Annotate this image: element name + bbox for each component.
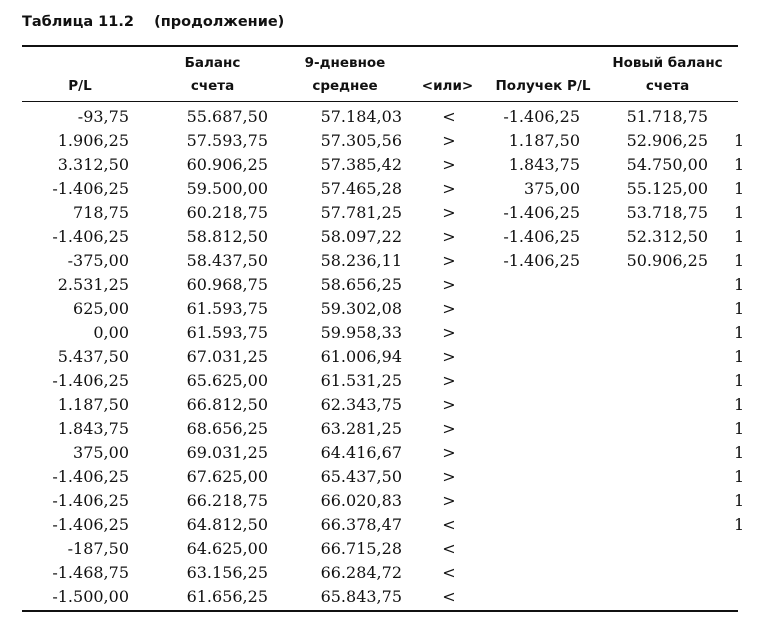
cell-received: 375,00 [524,179,580,198]
cell-cmp: > [442,347,456,366]
cell-new-balance: 52.312,50 [626,227,708,246]
cell-avg9: 57.781,25 [320,203,402,222]
cell-pl: -1.468,75 [52,563,129,582]
cell-pl: 1.843,75 [57,419,129,438]
table-row [22,321,761,345]
cell-extra: 1 [734,323,745,342]
header-avg9 [290,52,400,98]
cell-balance: 68.656,25 [186,419,268,438]
cell-extra: 1 [734,275,745,294]
header-pl [40,75,120,98]
header-received [488,75,598,98]
cell-new-balance: 54.750,00 [626,155,708,174]
header-new-balance-line2: счета [645,78,690,94]
top-rule [22,45,738,47]
header-rule [22,101,738,102]
bottom-rule [22,610,738,612]
cell-cmp: > [442,179,456,198]
header-cmp [410,75,485,98]
cell-new-balance: 50.906,25 [626,251,708,270]
cell-cmp: > [442,371,456,390]
cell-pl: 3.312,50 [57,155,129,174]
cell-new-balance: 52.906,25 [626,131,708,150]
cell-pl: 1.187,50 [57,395,129,414]
header-new-balance-line1: Новый баланс [612,55,723,71]
cell-avg9: 66.378,47 [320,515,402,534]
cell-extra: 1 [734,467,745,486]
cell-cmp: > [442,395,456,414]
table-row [22,369,761,393]
cell-balance: 61.593,75 [186,299,268,318]
table-row [22,297,761,321]
cell-avg9: 58.656,25 [320,275,402,294]
cell-cmp: < [442,515,456,534]
cell-avg9: 62.343,75 [320,395,402,414]
cell-pl: -187,50 [67,539,129,558]
cell-cmp: > [442,251,456,270]
cell-extra: 1 [734,155,745,174]
cell-cmp: > [442,467,456,486]
cell-new-balance: 53.718,75 [626,203,708,222]
cell-balance: 63.156,25 [186,563,268,582]
cell-new-balance: 55.125,00 [626,179,708,198]
cell-pl: 0,00 [93,323,129,342]
table-row [22,177,761,201]
cell-pl: -1.406,25 [52,491,129,510]
cell-balance: 60.906,25 [186,155,268,174]
cell-avg9: 61.531,25 [320,371,402,390]
cell-received: -1.406,25 [503,251,580,270]
cell-cmp: > [442,203,456,222]
header-received-line: Получек P/L [495,78,591,94]
cell-pl: -1.406,25 [52,371,129,390]
cell-received: 1.843,75 [508,155,580,174]
cell-cmp: > [442,299,456,318]
cell-avg9: 58.236,11 [320,251,402,270]
cell-extra: 1 [734,179,745,198]
cell-extra: 1 [734,227,745,246]
table-row [22,345,761,369]
cell-balance: 58.812,50 [186,227,268,246]
cell-extra: 1 [734,131,745,150]
table-row [22,417,761,441]
cell-avg9: 66.020,83 [320,491,402,510]
cell-balance: 61.656,25 [186,587,268,606]
cell-balance: 58.437,50 [186,251,268,270]
cell-pl: -1.500,00 [52,587,129,606]
header-cmp-line: <или> [421,78,474,94]
cell-extra: 1 [734,491,745,510]
table-row [22,393,761,417]
table-row [22,249,761,273]
cell-avg9: 63.281,25 [320,419,402,438]
cell-pl: 718,75 [73,203,129,222]
cell-cmp: > [442,275,456,294]
cell-avg9: 57.305,56 [320,131,402,150]
cell-extra: 1 [734,299,745,318]
cell-balance: 61.593,75 [186,323,268,342]
cell-pl: -1.406,25 [52,179,129,198]
cell-extra: 1 [734,251,745,270]
cell-balance: 69.031,25 [186,443,268,462]
cell-avg9: 61.006,94 [320,347,402,366]
cell-cmp: > [442,131,456,150]
cell-cmp: > [442,419,456,438]
table-row [22,201,761,225]
cell-extra: 1 [734,443,745,462]
cell-extra: 1 [734,515,745,534]
cell-pl: -1.406,25 [52,515,129,534]
table-row [22,465,761,489]
cell-pl: -1.406,25 [52,467,129,486]
cell-cmp: < [442,587,456,606]
cell-extra: 1 [734,347,745,366]
cell-avg9: 59.302,08 [320,299,402,318]
cell-cmp: > [442,443,456,462]
cell-cmp: > [442,491,456,510]
cell-received: -1.406,25 [503,107,580,126]
cell-received: -1.406,25 [503,227,580,246]
table-row [22,489,761,513]
table-row [22,537,761,561]
cell-avg9: 66.284,72 [320,563,402,582]
cell-pl: -1.406,25 [52,227,129,246]
cell-new-balance: 51.718,75 [626,107,708,126]
cell-received: 1.187,50 [508,131,580,150]
cell-avg9: 65.843,75 [320,587,402,606]
cell-balance: 59.500,00 [186,179,268,198]
cell-pl: 625,00 [73,299,129,318]
table-row [22,561,761,585]
cell-received: -1.406,25 [503,203,580,222]
cell-extra: 1 [734,371,745,390]
header-avg9-line1: 9-дневное [304,55,386,71]
table-row [22,441,761,465]
cell-cmp: > [442,155,456,174]
table-row [22,153,761,177]
cell-cmp: < [442,539,456,558]
header-avg9-line2: среднее [312,78,378,94]
table-row [22,273,761,297]
cell-avg9: 58.097,22 [320,227,402,246]
table-row [22,513,761,537]
cell-pl: -375,00 [67,251,129,270]
cell-balance: 64.625,00 [186,539,268,558]
cell-cmp: > [442,227,456,246]
cell-balance: 55.687,50 [186,107,268,126]
cell-balance: 67.031,25 [186,347,268,366]
cell-pl: 5.437,50 [57,347,129,366]
cell-avg9: 65.437,50 [320,467,402,486]
cell-avg9: 57.385,42 [320,155,402,174]
header-pl-line: P/L [68,78,92,94]
cell-balance: 60.218,75 [186,203,268,222]
header-balance [165,52,260,98]
cell-balance: 65.625,00 [186,371,268,390]
header-new-balance [605,52,730,98]
cell-balance: 60.968,75 [186,275,268,294]
cell-balance: 64.812,50 [186,515,268,534]
cell-avg9: 59.958,33 [320,323,402,342]
header-balance-line2: счета [190,78,235,94]
cell-avg9: 57.465,28 [320,179,402,198]
table-row [22,105,761,129]
cell-extra: 1 [734,419,745,438]
cell-cmp: < [442,563,456,582]
cell-extra: 1 [734,203,745,222]
cell-pl: -93,75 [77,107,129,126]
cell-cmp: > [442,323,456,342]
table-row [22,225,761,249]
cell-pl: 1.906,25 [57,131,129,150]
table-caption: Таблица 11.2 (продолжение) [22,14,285,30]
cell-pl: 375,00 [73,443,129,462]
cell-avg9: 66.715,28 [320,539,402,558]
cell-balance: 66.218,75 [186,491,268,510]
table-row [22,585,761,609]
cell-balance: 67.625,00 [186,467,268,486]
header-balance-line1: Баланс [184,55,241,71]
table-row [22,129,761,153]
cell-avg9: 57.184,03 [320,107,402,126]
cell-balance: 57.593,75 [186,131,268,150]
cell-cmp: < [442,107,456,126]
cell-balance: 66.812,50 [186,395,268,414]
table-body [22,105,761,609]
cell-extra: 1 [734,395,745,414]
cell-pl: 2.531,25 [57,275,129,294]
cell-avg9: 64.416,67 [320,443,402,462]
